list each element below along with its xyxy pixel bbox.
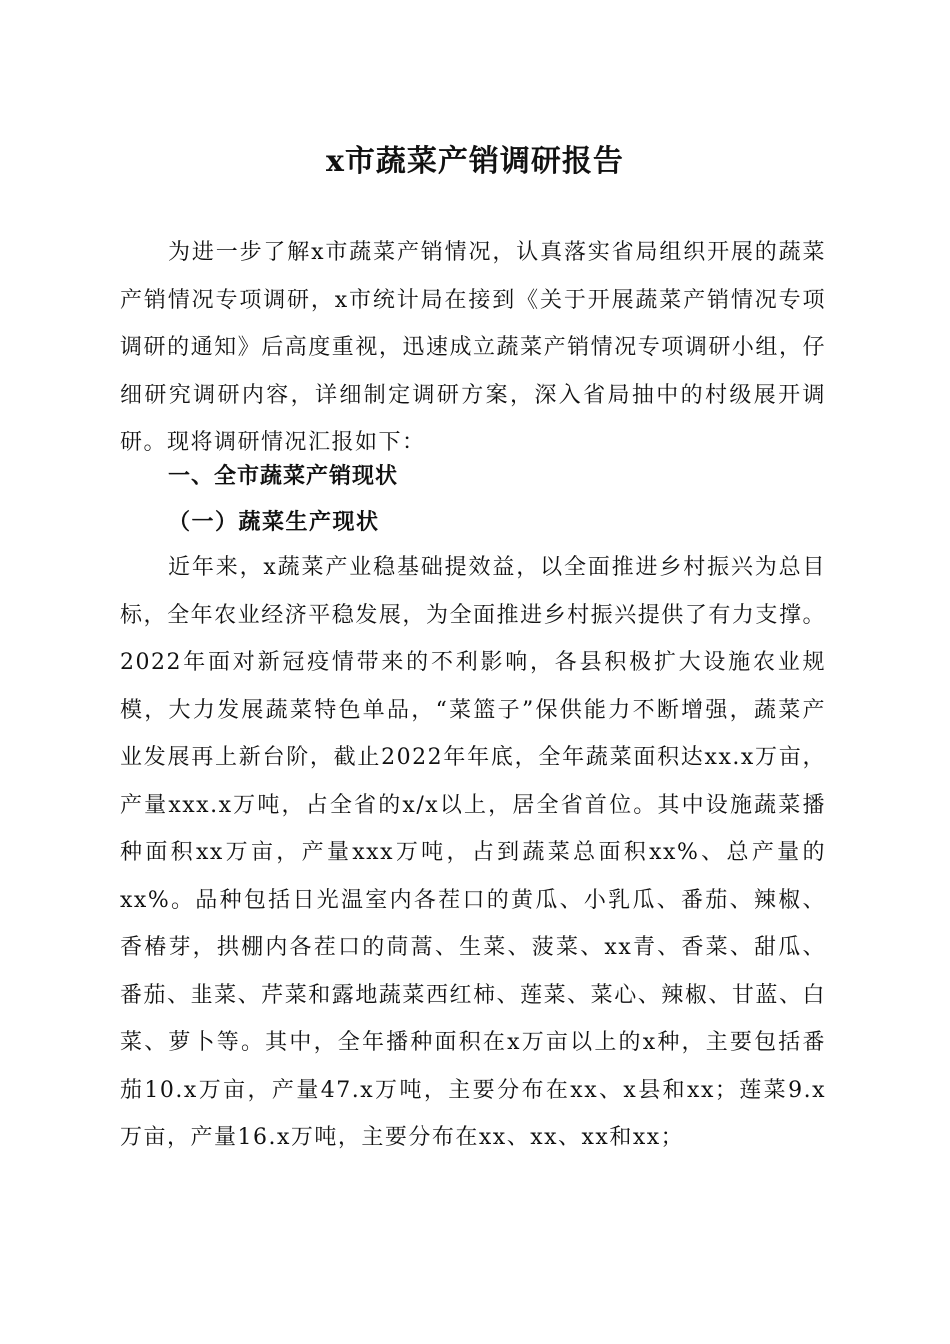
production-status-paragraph: 近年来，x蔬菜产业稳基础提效益，以全面推进乡村振兴为总目标，全年农业经济平稳发展，为全面推进乡村振兴提供了有力支撑。2022年面对新冠疫情带来的不利影响，各县积极扩大设施农业规模，大力发展蔬菜特色单品，“菜篮子”保供能力不断增强，蔬菜产业发展再上新台阶，截止2022年年底，全年蔬菜面积达xx.x万亩，产量xxx.x万吨，占全省的x/x以上，居全省首位。其中设施蔬菜播种面积xx万亩，产量xxx万吨，占到蔬菜总面积xx%、总产量的xx%。品种包括日光温室内各茬口的黄瓜、小乳瓜、番茄、辣椒、香椿芽，拱棚内各茬口的茼蒿、生菜、菠菜、xx青、香菜、甜瓜、番茄、韭菜、芹菜和露地蔬菜西红柿、莲菜、菜心、辣椒、甘蓝、白菜、萝卜等。其中，全年播种面积在x万亩以上的x种，主要包括番茄10.x万亩，产量47.x万吨，主要分布在xx、x县和xx；莲菜9.x万亩，产量16.x万吨，主要分布在xx、xx、xx和xx； <box>120 555 826 1150</box>
intro-paragraph: 为进一步了解x市蔬菜产销情况，认真落实省局组织开展的蔬菜产销情况专项调研，x市统计局在接到《关于开展蔬菜产销情况专项调研的通知》后高度重视，迅速成立蔬菜产销情况专项调研小组，仔细研究调研内容，详细制定调研方案，深入省局抽中的村级展开调研。现将调研情况汇报如下： <box>120 240 826 455</box>
subsection-heading-1: （一）蔬菜生产现状 <box>168 509 380 535</box>
document-title: x市蔬菜产销调研报告 <box>326 144 624 179</box>
section-heading-1: 一、全市蔬菜产销现状 <box>168 464 399 489</box>
